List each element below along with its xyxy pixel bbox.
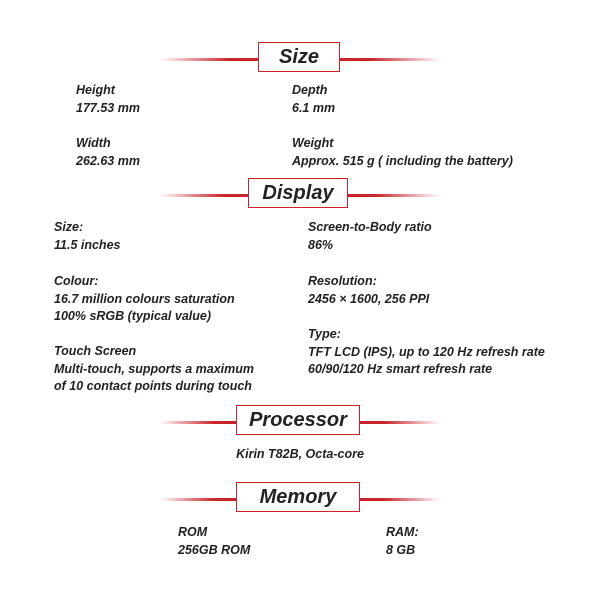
size-depth (292, 82, 335, 117)
processor-heading (0, 405, 600, 439)
processor-title: Processor (236, 405, 360, 435)
memory-ram-value: 8 GB (386, 542, 416, 557)
display-resolution-label: Resolution: (308, 274, 377, 288)
display-touch (54, 343, 254, 396)
size-height (76, 82, 140, 117)
display-ratio-label: Screen-to-Body ratio (308, 220, 432, 234)
memory-title: Memory (236, 482, 360, 512)
display-type-line2: 60/90/120 Hz smart refresh rate (308, 362, 493, 376)
display-heading (0, 178, 600, 212)
heading-rule-right (348, 194, 440, 197)
display-size (54, 219, 120, 254)
size-weight (292, 135, 513, 170)
heading-rule-left (160, 194, 250, 197)
heading-rule-right (340, 58, 440, 61)
size-weight-label: Weight (292, 136, 334, 150)
size-width-label: Width (76, 136, 111, 150)
size-title: Size (258, 42, 340, 72)
heading-rule-right (360, 421, 440, 424)
heading-rule-left (160, 498, 238, 501)
size-height-label: Height (76, 83, 115, 97)
memory-ram-label: RAM: (386, 525, 419, 539)
display-resolution (308, 273, 429, 308)
heading-rule-right (360, 498, 440, 501)
display-touch-label: Touch Screen (54, 344, 137, 358)
display-touch-line2: of 10 contact points during touch (54, 379, 252, 393)
display-type-label: Type: (308, 327, 341, 341)
size-weight-value: Approx. 515 g ( including the battery) (292, 153, 513, 168)
display-type (308, 326, 545, 379)
memory-rom (178, 524, 250, 559)
display-touch-line1: Multi-touch, supports a maximum (54, 361, 255, 376)
memory-rom-label: ROM (178, 525, 208, 539)
heading-rule-left (160, 421, 238, 424)
memory-rom-value: 256GB ROM (178, 542, 251, 557)
processor-value: Kirin T82B, Octa-core (236, 447, 364, 461)
memory-heading (0, 482, 600, 516)
memory-ram (386, 524, 419, 559)
display-size-value: 11.5 inches (54, 237, 121, 252)
size-heading (0, 42, 600, 76)
size-width-value: 262.63 mm (76, 153, 140, 168)
display-type-line1: TFT LCD (IPS), up to 120 Hz refresh rate (308, 344, 545, 359)
display-resolution-value: 2456 × 1600, 256 PPI (308, 291, 430, 306)
heading-rule-left (160, 58, 260, 61)
display-ratio (308, 219, 432, 254)
display-colour-label: Colour: (54, 274, 99, 288)
size-width (76, 135, 140, 170)
display-colour (54, 273, 235, 326)
size-depth-label: Depth (292, 83, 328, 97)
size-height-value: 177.53 mm (76, 100, 140, 115)
display-title: Display (248, 178, 348, 208)
display-colour-line2: 100% sRGB (typical value) (54, 309, 212, 323)
display-size-label: Size: (54, 220, 84, 234)
display-colour-line1: 16.7 million colours saturation (54, 291, 235, 306)
size-depth-value: 6.1 mm (292, 100, 336, 115)
display-ratio-value: 86% (308, 237, 334, 252)
